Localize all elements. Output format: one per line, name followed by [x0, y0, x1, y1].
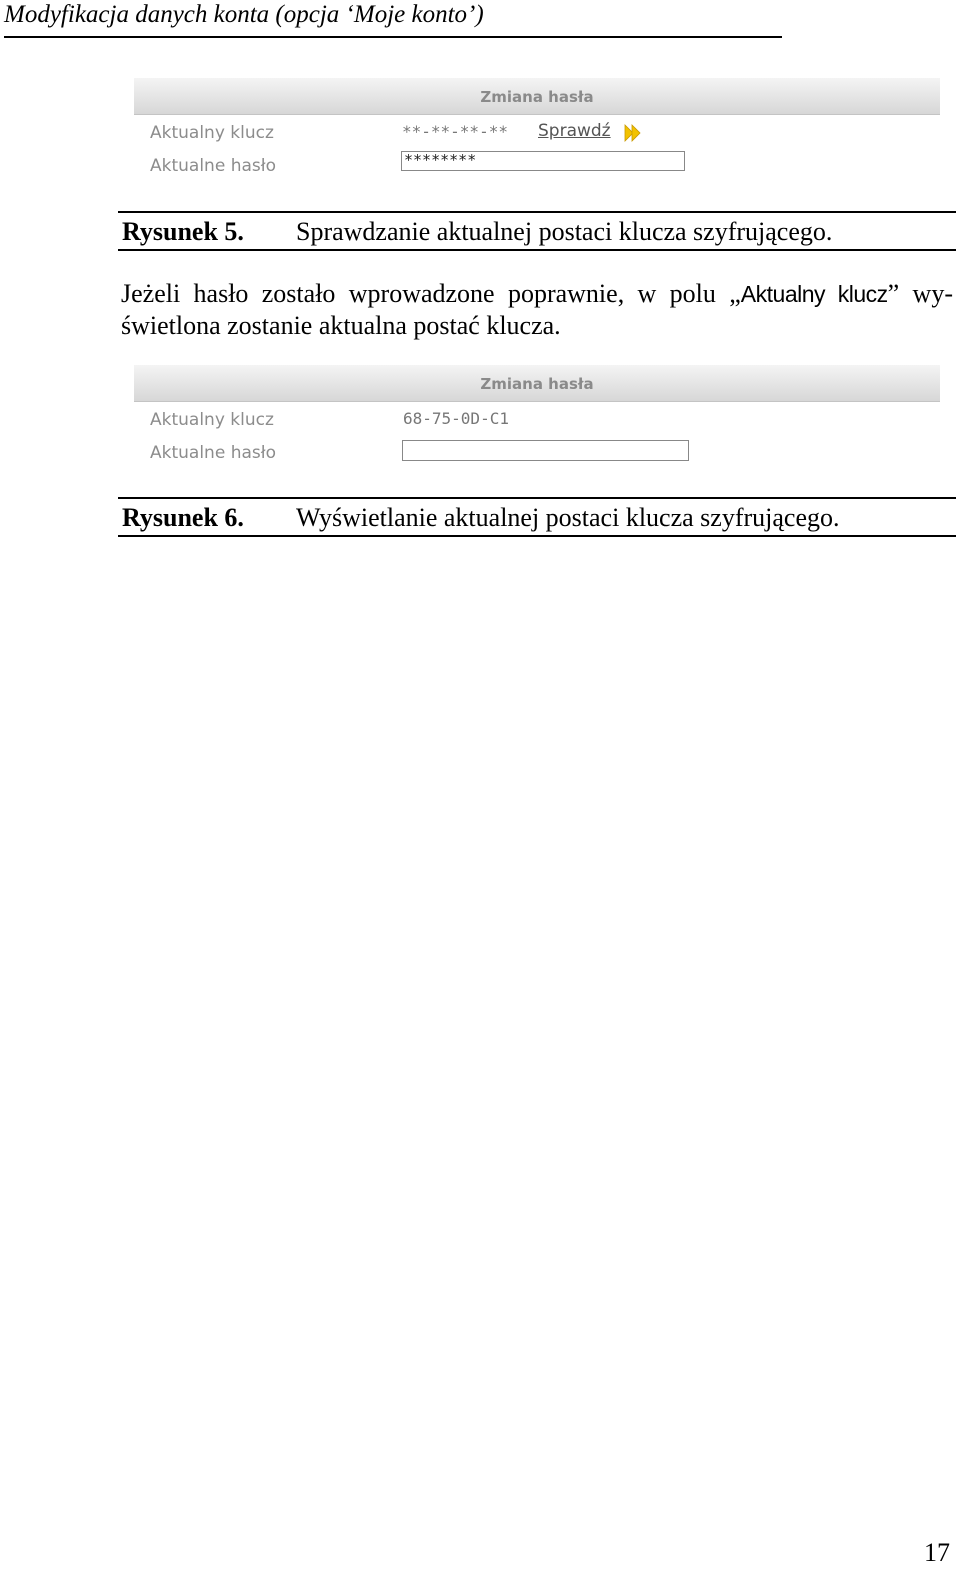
caption-number: Rysunek 5. — [122, 217, 244, 246]
password-change-panel-revealed — [134, 365, 940, 468]
paragraph-line-1-end: ” wy- — [887, 279, 953, 308]
current-password-row — [134, 148, 940, 181]
caption-text: Sprawdzanie aktualnej postaci klucza szyfrującego. — [296, 217, 833, 246]
caption-text: Wyświetlanie aktualnej postaci klucza szyfrującego. — [296, 503, 840, 532]
password-change-panel-masked — [134, 78, 940, 181]
current-key-row — [134, 402, 940, 435]
figure-caption-6 — [118, 497, 956, 537]
panel-title: Zmiana hasła — [134, 365, 940, 402]
current-password-label: Aktualne hasło — [150, 443, 276, 463]
explanation-paragraph — [121, 278, 953, 342]
caption-number: Rysunek 6. — [122, 503, 244, 532]
figure-caption-5 — [118, 211, 956, 251]
current-key-row — [134, 115, 940, 148]
current-password-row — [134, 435, 940, 468]
current-key-value: 68-75-0D-C1 — [403, 409, 509, 428]
check-link[interactable]: Sprawdź — [538, 121, 611, 141]
current-key-value: **-**-**-** — [402, 122, 508, 141]
paragraph-line-1-start: Jeżeli hasło zostało wprowadzone poprawnie, w polu „ — [121, 279, 741, 308]
panel-title: Zmiana hasła — [134, 78, 940, 115]
page-number: 17 — [924, 1538, 950, 1567]
field-name-reference: Aktualny klucz — [740, 281, 888, 307]
current-key-label: Aktualny klucz — [150, 123, 274, 143]
double-chevron-right-icon[interactable] — [624, 124, 642, 142]
paragraph-line-2: świetlona zostanie aktualna postać klucza. — [121, 311, 561, 340]
paragraph-line-1 — [121, 278, 953, 310]
running-header: Modyfikacja danych konta (opcja ‘Moje konto’) — [4, 0, 782, 38]
current-key-label: Aktualny klucz — [150, 410, 274, 430]
current-password-label: Aktualne hasło — [150, 156, 276, 176]
current-password-input[interactable]: ******** — [401, 151, 685, 171]
current-password-input[interactable] — [402, 440, 689, 461]
